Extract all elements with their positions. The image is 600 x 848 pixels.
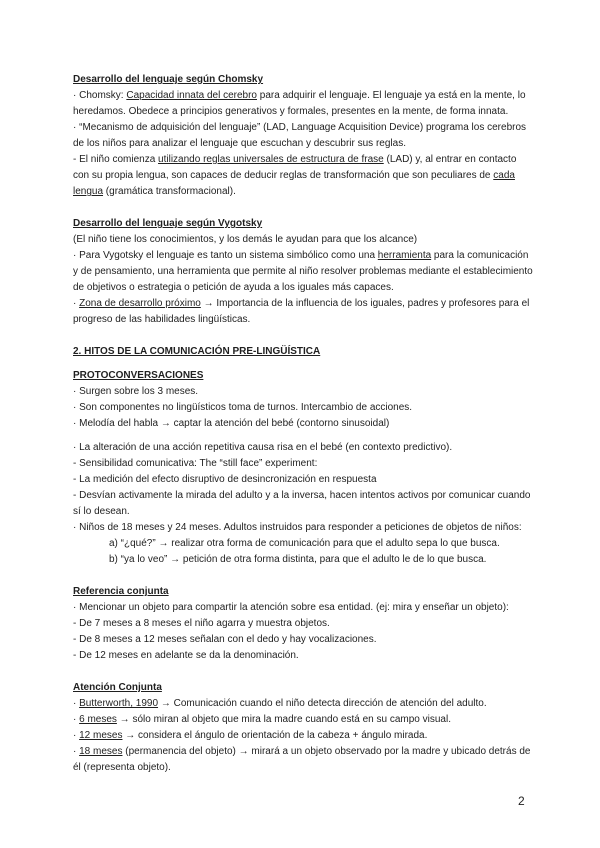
list-item: · Son componentes no lingüísticos toma de turnos. Intercambio de acciones.: [73, 402, 413, 413]
list-item: · La alteración de una acción repetitiva causa risa en el bebé (en contexto predictivo).: [73, 442, 453, 453]
underlined-term: 12 meses: [79, 730, 123, 741]
list-item: · Surgen sobre los 3 meses.: [73, 386, 199, 397]
text: ·: [73, 714, 80, 725]
text: para adquirir el lenguaje. El lenguaje ya está en la mente, lo heredamos. Obedece a principios generativos y formales, presentes en la mente, de forma innata.: [73, 90, 526, 117]
spacer: [73, 200, 533, 216]
list-item: - De 8 meses a 12 meses señalan con el dedo y hay vocalizaciones.: [73, 634, 377, 645]
underlined-term: 6 meses: [79, 714, 117, 725]
page-number: 2: [518, 794, 525, 808]
text: · Chomsky:: [73, 90, 127, 101]
paragraph: [73, 88, 533, 120]
underlined-term: Capacidad innata del cerebro: [126, 90, 257, 101]
list-item: - Desvían activamente la mirada del adulto y a la inversa, hacen intentos activos por comunicar cuando sí lo desean.: [73, 490, 531, 517]
subheading-protoconversaciones: PROTOCONVERSACIONES: [73, 370, 204, 381]
text: ·: [73, 746, 80, 757]
spacer: [73, 568, 533, 584]
section-heading-chomsky: Desarrollo del lenguaje según Chomsky: [73, 74, 264, 85]
list-item: · Niños de 18 meses y 24 meses. Adultos instruidos para responder a peticiones de objetos de niños:: [73, 522, 522, 533]
text: · Para Vygotsky el lenguaje es tanto un sistema simbólico como una: [73, 250, 378, 261]
text: → sólo miran al objeto que mira la madre cuando está en su campo visual.: [116, 714, 451, 725]
list-item: - Sensibilidad comunicativa: The “still face” experiment:: [73, 458, 318, 469]
underlined-term: Butterworth, 1990: [79, 698, 159, 709]
list-item: [73, 728, 533, 744]
list-item: a) “¿qué?” → realizar otra forma de comunicación para que el adulto sepa lo que busca.: [109, 538, 500, 549]
list-item: [73, 712, 533, 728]
paragraph: [73, 248, 533, 296]
section-heading-hitos: 2. HITOS DE LA COMUNICACIÓN PRE-LINGÜÍSTICA: [73, 346, 321, 357]
paragraph: [73, 296, 533, 328]
text: (gramática transformacional).: [103, 186, 236, 197]
section-heading-vygotsky: Desarrollo del lenguaje según Vygotsky: [73, 218, 263, 229]
text: ·: [73, 298, 80, 309]
text: ·: [73, 698, 80, 709]
list-item: b) “ya lo veo” → petición de otra forma distinta, para que el adulto le de lo que busca.: [109, 554, 487, 565]
text: ·: [73, 730, 80, 741]
list-item: · Mencionar un objeto para compartir la atención sobre esa entidad. (ej: mira y enseñar un objeto):: [73, 602, 509, 613]
list-item: - La medición del efecto disruptivo de desincronización en respuesta: [73, 474, 377, 485]
page-content: [73, 72, 533, 776]
text: (permanencia del objeto) → mirará a un objeto observado por la madre y ubicado detrás de él (representa objeto).: [73, 746, 531, 773]
spacer: [73, 360, 533, 368]
list-item: [73, 696, 533, 712]
paragraph: [73, 152, 533, 200]
underlined-term: utilizando reglas universales de estructura de frase: [158, 154, 384, 165]
underlined-term: Zona de desarrollo próximo: [79, 298, 201, 309]
spacer: [73, 328, 533, 344]
underlined-term: cada lengua: [73, 170, 515, 197]
underlined-term: herramienta: [377, 250, 432, 261]
section-heading-atencion: Atención Conjunta: [73, 682, 162, 693]
text: para la comunicación y de pensamiento, una herramienta que permite al niño resolver problemas mediante el establecimiento de objetivos o estrategia o petición de ayuda a los iguales más capaces.: [73, 250, 533, 293]
spacer: [73, 432, 533, 440]
underlined-term: 18 meses: [79, 746, 123, 757]
paragraph: (El niño tiene los conocimientos, y los demás le ayudan para que los alcance): [73, 234, 418, 245]
text: → Comunicación cuando el niño detecta dirección de atención del adulto.: [158, 698, 487, 709]
list-item: - De 12 meses en adelante se da la denominación.: [73, 650, 299, 661]
text: → Importancia de la influencia de los iguales, padres y profesores para el progreso de las habilidades lingüísticas.: [73, 298, 530, 325]
text: - El niño comienza: [73, 154, 159, 165]
spacer: [73, 664, 533, 680]
paragraph: · “Mecanismo de adquisición del lenguaje” (LAD, Language Acquisition Device) programa los cerebros de los niños para analizar el lenguaje que escuchan y descubrir sus reglas.: [73, 122, 527, 149]
list-item: · Melodía del habla → captar la atención del bebé (contorno sinusoidal): [73, 418, 390, 429]
section-heading-referencia: Referencia conjunta: [73, 586, 169, 597]
list-item: - De 7 meses a 8 meses el niño agarra y muestra objetos.: [73, 618, 330, 629]
text: → considera el ángulo de orientación de la cabeza + ángulo mirada.: [122, 730, 428, 741]
list-item: [73, 744, 533, 776]
text: (LAD) y, al entrar en contacto con su propia lengua, son capaces de deducir reglas de transformación que son peculiares de: [73, 154, 517, 181]
